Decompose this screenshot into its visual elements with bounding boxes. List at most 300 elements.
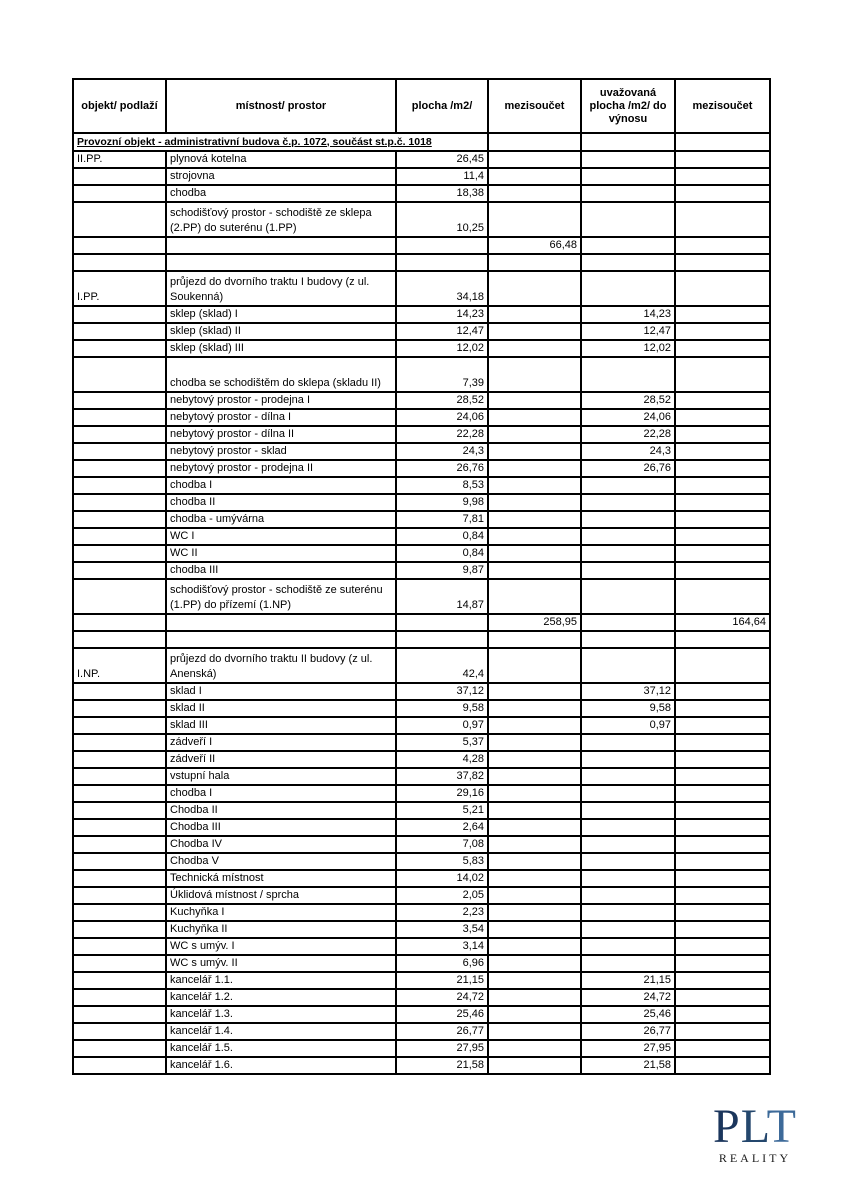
cell-area: 14,87 <box>396 579 488 614</box>
cell-yield-subtotal <box>675 631 770 648</box>
cell-floor <box>73 614 166 631</box>
table-row <box>73 768 770 785</box>
cell-floor: II.PP. <box>73 151 166 168</box>
cell-floor <box>73 185 166 202</box>
cell-yield-subtotal <box>675 1006 770 1023</box>
cell-yield-area: 9,58 <box>581 700 675 717</box>
cell-room: vstupní hala <box>166 768 396 785</box>
cell-yield-subtotal <box>675 254 770 271</box>
cell-subtotal <box>488 1023 581 1040</box>
cell-room: chodba - umývárna <box>166 511 396 528</box>
cell-area: 37,82 <box>396 768 488 785</box>
cell-yield-area <box>581 185 675 202</box>
cell-subtotal <box>488 836 581 853</box>
empty-cell <box>488 133 581 151</box>
cell-yield-subtotal <box>675 357 770 392</box>
cell-room: chodba I <box>166 477 396 494</box>
cell-subtotal <box>488 819 581 836</box>
cell-room: kancelář 1.1. <box>166 972 396 989</box>
cell-floor <box>73 836 166 853</box>
cell-floor <box>73 1057 166 1074</box>
cell-yield-subtotal <box>675 870 770 887</box>
cell-subtotal <box>488 392 581 409</box>
cell-subtotal <box>488 853 581 870</box>
cell-yield-area <box>581 904 675 921</box>
cell-floor <box>73 426 166 443</box>
cell-subtotal <box>488 562 581 579</box>
cell-room: WC s umýv. I <box>166 938 396 955</box>
cell-yield-area <box>581 751 675 768</box>
cell-area <box>396 254 488 271</box>
table-row <box>73 528 770 545</box>
cell-room: zádveří I <box>166 734 396 751</box>
cell-floor: I.PP. <box>73 271 166 306</box>
cell-yield-subtotal <box>675 921 770 938</box>
table-row <box>73 955 770 972</box>
cell-room: nebytový prostor - dílna I <box>166 409 396 426</box>
table-row <box>73 717 770 734</box>
cell-floor <box>73 1023 166 1040</box>
table-row <box>73 443 770 460</box>
cell-yield-subtotal <box>675 340 770 357</box>
cell-yield-subtotal <box>675 185 770 202</box>
cell-floor <box>73 819 166 836</box>
cell-floor <box>73 460 166 477</box>
cell-area: 5,83 <box>396 853 488 870</box>
cell-room <box>166 254 396 271</box>
cell-yield-subtotal <box>675 904 770 921</box>
logo-letter: T <box>766 1100 797 1153</box>
cell-yield-area <box>581 271 675 306</box>
cell-subtotal <box>488 734 581 751</box>
cell-yield-area: 0,97 <box>581 717 675 734</box>
cell-yield-area <box>581 511 675 528</box>
table-row <box>73 1023 770 1040</box>
cell-yield-subtotal <box>675 460 770 477</box>
cell-area: 8,53 <box>396 477 488 494</box>
table-row <box>73 1057 770 1074</box>
cell-room: WC s umýv. II <box>166 955 396 972</box>
cell-floor <box>73 700 166 717</box>
logo-subtitle: REALITY <box>718 1151 792 1165</box>
cell-subtotal: 258,95 <box>488 614 581 631</box>
cell-yield-subtotal <box>675 1057 770 1074</box>
empty-cell <box>581 133 675 151</box>
cell-yield-area <box>581 870 675 887</box>
cell-subtotal <box>488 768 581 785</box>
cell-yield-area <box>581 579 675 614</box>
cell-room: Kuchyňka I <box>166 904 396 921</box>
cell-subtotal <box>488 1006 581 1023</box>
table-header <box>73 79 770 133</box>
cell-area: 5,21 <box>396 802 488 819</box>
cell-yield-area <box>581 802 675 819</box>
cell-yield-area <box>581 648 675 683</box>
table-row <box>73 477 770 494</box>
cell-floor <box>73 306 166 323</box>
cell-yield-subtotal <box>675 887 770 904</box>
cell-yield-area: 14,23 <box>581 306 675 323</box>
table-row <box>73 494 770 511</box>
cell-floor <box>73 511 166 528</box>
cell-subtotal <box>488 717 581 734</box>
cell-yield-subtotal <box>675 785 770 802</box>
column-header-subtotal: mezisoučet <box>488 79 581 133</box>
table-row <box>73 340 770 357</box>
cell-yield-subtotal <box>675 392 770 409</box>
cell-area: 2,23 <box>396 904 488 921</box>
table-row <box>73 168 770 185</box>
cell-subtotal <box>488 443 581 460</box>
cell-area: 27,95 <box>396 1040 488 1057</box>
cell-area: 4,28 <box>396 751 488 768</box>
table-row <box>73 271 770 306</box>
cell-floor <box>73 972 166 989</box>
table-row <box>73 700 770 717</box>
cell-floor <box>73 562 166 579</box>
cell-yield-subtotal <box>675 494 770 511</box>
cell-yield-area <box>581 151 675 168</box>
cell-area: 7,81 <box>396 511 488 528</box>
table-row <box>73 323 770 340</box>
cell-floor <box>73 921 166 938</box>
cell-room: chodba I <box>166 785 396 802</box>
cell-yield-area <box>581 921 675 938</box>
cell-room: sklad II <box>166 700 396 717</box>
cell-yield-subtotal <box>675 1023 770 1040</box>
cell-room: strojovna <box>166 168 396 185</box>
cell-yield-subtotal <box>675 306 770 323</box>
table-row <box>73 1040 770 1057</box>
cell-room: kancelář 1.4. <box>166 1023 396 1040</box>
cell-yield-subtotal <box>675 528 770 545</box>
cell-room: nebytový prostor - prodejna II <box>166 460 396 477</box>
cell-yield-subtotal <box>675 819 770 836</box>
cell-area: 21,15 <box>396 972 488 989</box>
cell-floor <box>73 579 166 614</box>
cell-yield-subtotal <box>675 648 770 683</box>
cell-subtotal <box>488 1057 581 1074</box>
cell-yield-area <box>581 254 675 271</box>
cell-room: sklep (sklad) III <box>166 340 396 357</box>
cell-yield-area: 26,77 <box>581 1023 675 1040</box>
cell-room: sklep (sklad) I <box>166 306 396 323</box>
cell-area: 7,39 <box>396 357 488 392</box>
cell-floor <box>73 904 166 921</box>
cell-subtotal <box>488 700 581 717</box>
table-row <box>73 202 770 237</box>
table-row <box>73 972 770 989</box>
table-row <box>73 151 770 168</box>
cell-floor <box>73 1006 166 1023</box>
cell-room: Chodba III <box>166 819 396 836</box>
cell-area: 22,28 <box>396 426 488 443</box>
cell-area <box>396 631 488 648</box>
cell-subtotal <box>488 340 581 357</box>
cell-floor <box>73 237 166 254</box>
cell-floor <box>73 955 166 972</box>
cell-room: plynová kotelna <box>166 151 396 168</box>
table-row <box>73 426 770 443</box>
cell-yield-subtotal <box>675 972 770 989</box>
cell-yield-subtotal <box>675 768 770 785</box>
cell-floor <box>73 734 166 751</box>
cell-room: WC II <box>166 545 396 562</box>
cell-subtotal <box>488 1040 581 1057</box>
cell-yield-area <box>581 528 675 545</box>
cell-room: nebytový prostor - prodejna I <box>166 392 396 409</box>
cell-subtotal <box>488 802 581 819</box>
cell-yield-subtotal <box>675 717 770 734</box>
cell-yield-area <box>581 938 675 955</box>
cell-yield-area: 21,15 <box>581 972 675 989</box>
table-row <box>73 887 770 904</box>
cell-yield-subtotal <box>675 237 770 254</box>
cell-yield-area: 22,28 <box>581 426 675 443</box>
cell-room: Kuchyňka II <box>166 921 396 938</box>
cell-subtotal <box>488 938 581 955</box>
table-row <box>73 1006 770 1023</box>
logo-letter: P <box>713 1100 741 1153</box>
cell-subtotal <box>488 426 581 443</box>
cell-floor <box>73 768 166 785</box>
cell-floor <box>73 683 166 700</box>
cell-subtotal <box>488 151 581 168</box>
cell-yield-subtotal <box>675 802 770 819</box>
cell-floor <box>73 785 166 802</box>
cell-room: chodba II <box>166 494 396 511</box>
section-header-row <box>73 133 770 151</box>
cell-area: 11,4 <box>396 168 488 185</box>
cell-yield-subtotal <box>675 700 770 717</box>
cell-subtotal <box>488 683 581 700</box>
cell-yield-subtotal <box>675 853 770 870</box>
cell-room: Chodba IV <box>166 836 396 853</box>
logo-letter: L <box>740 1100 767 1153</box>
cell-yield-area <box>581 768 675 785</box>
cell-yield-area: 24,3 <box>581 443 675 460</box>
cell-subtotal <box>488 323 581 340</box>
cell-subtotal <box>488 751 581 768</box>
cell-yield-subtotal <box>675 579 770 614</box>
cell-yield-subtotal <box>675 545 770 562</box>
cell-yield-subtotal <box>675 955 770 972</box>
empty-cell <box>675 133 770 151</box>
cell-subtotal <box>488 955 581 972</box>
table-row <box>73 237 770 254</box>
cell-area: 42,4 <box>396 648 488 683</box>
table-row <box>73 904 770 921</box>
cell-room: průjezd do dvorního traktu I budovy (z ul. Soukenná) <box>166 271 396 306</box>
table-row <box>73 819 770 836</box>
cell-subtotal <box>488 306 581 323</box>
cell-yield-area: 12,02 <box>581 340 675 357</box>
cell-room: chodba III <box>166 562 396 579</box>
cell-yield-subtotal <box>675 202 770 237</box>
cell-subtotal <box>488 511 581 528</box>
cell-yield-area: 21,58 <box>581 1057 675 1074</box>
table-row <box>73 921 770 938</box>
cell-subtotal <box>488 870 581 887</box>
cell-yield-area <box>581 785 675 802</box>
cell-yield-subtotal <box>675 938 770 955</box>
cell-yield-area <box>581 734 675 751</box>
cell-yield-subtotal <box>675 477 770 494</box>
cell-yield-subtotal <box>675 1040 770 1057</box>
cell-room: kancelář 1.2. <box>166 989 396 1006</box>
cell-yield-subtotal <box>675 511 770 528</box>
cell-yield-area: 27,95 <box>581 1040 675 1057</box>
cell-area: 29,16 <box>396 785 488 802</box>
cell-subtotal <box>488 460 581 477</box>
table-row <box>73 409 770 426</box>
cell-room: Technická místnost <box>166 870 396 887</box>
cell-yield-subtotal <box>675 168 770 185</box>
cell-area: 2,05 <box>396 887 488 904</box>
cell-yield-area: 12,47 <box>581 323 675 340</box>
cell-floor <box>73 870 166 887</box>
cell-yield-area: 28,52 <box>581 392 675 409</box>
cell-subtotal <box>488 271 581 306</box>
section-title: Provozní objekt - administrativní budova č.p. 1072, součást st.p.č. 1018 <box>73 133 488 151</box>
table-row <box>73 853 770 870</box>
cell-area: 24,3 <box>396 443 488 460</box>
cell-room <box>166 631 396 648</box>
cell-floor <box>73 357 166 392</box>
cell-subtotal <box>488 254 581 271</box>
table-row <box>73 460 770 477</box>
table-row <box>73 562 770 579</box>
cell-floor <box>73 1040 166 1057</box>
cell-subtotal <box>488 185 581 202</box>
cell-yield-area <box>581 819 675 836</box>
cell-floor <box>73 989 166 1006</box>
cell-room: kancelář 1.5. <box>166 1040 396 1057</box>
cell-floor <box>73 717 166 734</box>
cell-room: zádveří II <box>166 751 396 768</box>
cell-floor <box>73 802 166 819</box>
cell-area: 0,84 <box>396 528 488 545</box>
cell-floor <box>73 409 166 426</box>
cell-subtotal <box>488 409 581 426</box>
cell-area: 34,18 <box>396 271 488 306</box>
cell-subtotal <box>488 631 581 648</box>
table-row <box>73 648 770 683</box>
cell-area: 6,96 <box>396 955 488 972</box>
cell-room: schodišťový prostor - schodiště ze suterénu (1.PP) do přízemí (1.NP) <box>166 579 396 614</box>
cell-area: 25,46 <box>396 1006 488 1023</box>
cell-yield-area <box>581 631 675 648</box>
cell-yield-subtotal <box>675 751 770 768</box>
cell-area: 21,58 <box>396 1057 488 1074</box>
cell-yield-area <box>581 202 675 237</box>
table-row <box>73 185 770 202</box>
cell-floor <box>73 168 166 185</box>
cell-floor <box>73 528 166 545</box>
cell-area: 0,84 <box>396 545 488 562</box>
cell-area: 12,02 <box>396 340 488 357</box>
cell-subtotal <box>488 494 581 511</box>
cell-room: sklad I <box>166 683 396 700</box>
cell-room: nebytový prostor - sklad <box>166 443 396 460</box>
empty-row <box>73 631 770 648</box>
cell-room: sklad III <box>166 717 396 734</box>
cell-room: kancelář 1.3. <box>166 1006 396 1023</box>
table-row <box>73 614 770 631</box>
cell-area: 37,12 <box>396 683 488 700</box>
column-header-yield-area: uvažovaná plocha /m2/ do výnosu <box>581 79 675 133</box>
cell-floor <box>73 751 166 768</box>
cell-floor <box>73 340 166 357</box>
cell-area: 14,02 <box>396 870 488 887</box>
cell-subtotal <box>488 972 581 989</box>
cell-subtotal <box>488 921 581 938</box>
table-header-row <box>73 79 770 133</box>
cell-yield-subtotal <box>675 409 770 426</box>
table-row <box>73 751 770 768</box>
table-row <box>73 938 770 955</box>
table-row <box>73 683 770 700</box>
cell-room: chodba se schodištěm do sklepa (skladu II) <box>166 357 396 392</box>
cell-floor <box>73 202 166 237</box>
cell-area <box>396 614 488 631</box>
table-row <box>73 579 770 614</box>
cell-yield-subtotal <box>675 323 770 340</box>
table-row <box>73 785 770 802</box>
cell-floor <box>73 477 166 494</box>
cell-area: 9,87 <box>396 562 488 579</box>
cell-subtotal <box>488 887 581 904</box>
cell-floor <box>73 443 166 460</box>
cell-subtotal <box>488 168 581 185</box>
cell-room: chodba <box>166 185 396 202</box>
column-header-room: místnost/ prostor <box>166 79 396 133</box>
cell-subtotal <box>488 477 581 494</box>
cell-yield-subtotal <box>675 426 770 443</box>
cell-room: průjezd do dvorního traktu II budovy (z ul. Anenská) <box>166 648 396 683</box>
cell-area: 24,72 <box>396 989 488 1006</box>
cell-yield-subtotal <box>675 271 770 306</box>
cell-subtotal <box>488 989 581 1006</box>
empty-row <box>73 254 770 271</box>
cell-area: 26,45 <box>396 151 488 168</box>
cell-yield-area <box>581 237 675 254</box>
cell-subtotal <box>488 579 581 614</box>
cell-floor <box>73 887 166 904</box>
cell-area: 2,64 <box>396 819 488 836</box>
table-row <box>73 802 770 819</box>
cell-room: WC I <box>166 528 396 545</box>
cell-room: kancelář 1.6. <box>166 1057 396 1074</box>
cell-yield-area <box>581 494 675 511</box>
cell-room: Úklidová místnost / sprcha <box>166 887 396 904</box>
cell-room <box>166 237 396 254</box>
column-header-area: plocha /m2/ <box>396 79 488 133</box>
cell-area: 7,08 <box>396 836 488 853</box>
cell-yield-area <box>581 887 675 904</box>
cell-floor <box>73 323 166 340</box>
cell-floor <box>73 494 166 511</box>
cell-area <box>396 237 488 254</box>
cell-area: 3,14 <box>396 938 488 955</box>
cell-subtotal <box>488 528 581 545</box>
table-row <box>73 511 770 528</box>
cell-floor <box>73 254 166 271</box>
cell-yield-subtotal <box>675 151 770 168</box>
cell-area: 10,25 <box>396 202 488 237</box>
table-body <box>73 133 770 1074</box>
cell-floor <box>73 545 166 562</box>
